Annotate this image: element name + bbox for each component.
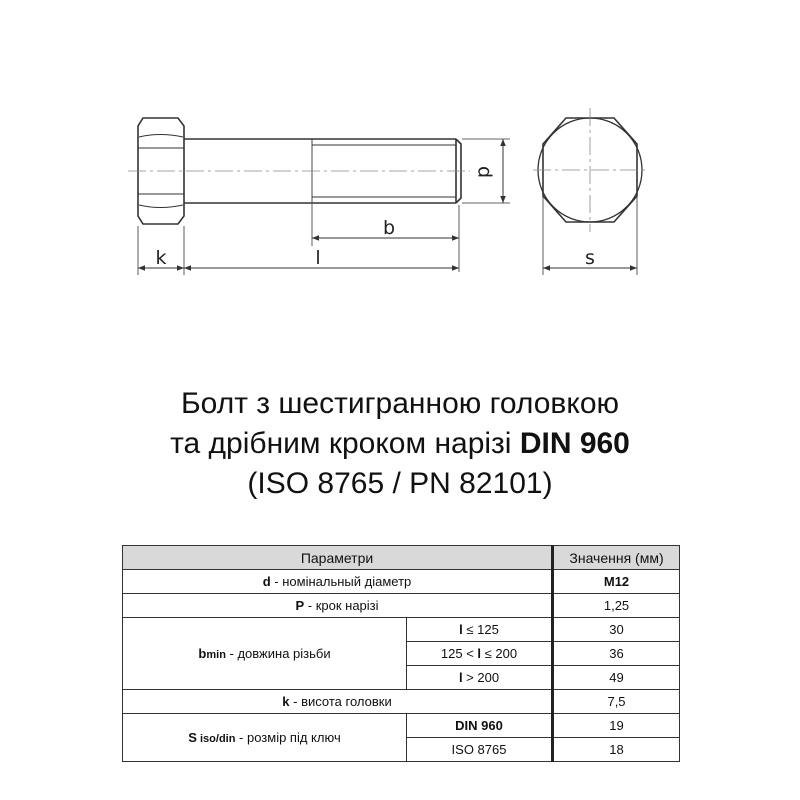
- param-p-label: - крок нарізі: [304, 598, 379, 613]
- param-b-subscript: min: [206, 649, 226, 661]
- spec-table: [122, 545, 680, 762]
- param-p-value: 1,25: [553, 594, 680, 618]
- param-s-std-1: DIN 960: [407, 714, 553, 738]
- dim-label-l: l: [315, 247, 321, 269]
- param-s-symbol: S: [188, 730, 197, 745]
- product-title: [0, 384, 800, 504]
- param-d-symbol: d: [262, 574, 271, 589]
- bolt-technical-drawing: [0, 0, 800, 340]
- param-k-symbol: k: [282, 694, 290, 709]
- param-s-cell: [123, 714, 407, 762]
- param-d-cell: [123, 570, 553, 594]
- title-line-1: Болт з шестигранною головкою: [180, 387, 620, 420]
- param-b-cond-1: [407, 618, 553, 642]
- cond-2-rest: ≤ 200: [481, 646, 518, 661]
- table-row: [123, 714, 680, 738]
- param-b-symbol: b: [198, 646, 207, 661]
- param-k-label: - висота головки: [289, 694, 392, 709]
- param-k-value: 7,5: [553, 690, 680, 714]
- param-d-label: - номінальный діаметр: [270, 574, 412, 589]
- title-standard: DIN 960: [519, 427, 630, 460]
- param-p-symbol: P: [295, 598, 305, 613]
- title-line-3: (ISO 8765 / PN 82101): [247, 467, 553, 500]
- param-b-value-1: 30: [553, 618, 680, 642]
- dim-label-d: d: [473, 165, 496, 179]
- header-parameters: Параметри: [123, 546, 553, 570]
- cond-1-symbol: l: [459, 622, 463, 637]
- param-b-cond-2: [407, 642, 553, 666]
- param-b-cond-3: [407, 666, 553, 690]
- param-d-value: M12: [553, 570, 680, 594]
- header-value: Значення (мм): [553, 546, 680, 570]
- dimension-lines: [138, 139, 637, 275]
- cond-3-rest: > 200: [462, 670, 500, 685]
- table-row: [123, 570, 680, 594]
- param-s-std-2: ISO 8765: [407, 738, 553, 762]
- table-header-row: [123, 546, 680, 570]
- param-b-value-2: 36: [553, 642, 680, 666]
- param-s-label: - розмір під ключ: [235, 730, 341, 745]
- table-row: [123, 690, 680, 714]
- table-row: [123, 618, 680, 642]
- param-s-value-2: 18: [553, 738, 680, 762]
- table-row: [123, 594, 680, 618]
- param-b-value-3: 49: [553, 666, 680, 690]
- cond-2-prefix: 125 <: [440, 646, 478, 661]
- param-s-value-1: 19: [553, 714, 680, 738]
- param-s-subscript: iso/din: [196, 733, 236, 745]
- dim-label-s: s: [585, 247, 595, 269]
- cond-1-rest: ≤ 125: [462, 622, 499, 637]
- cond-3-symbol: l: [458, 670, 463, 685]
- param-b-cell: [123, 618, 407, 690]
- param-b-label: - довжина різьби: [225, 646, 331, 661]
- title-line-2-prefix: та дрібним кроком нарізі: [170, 427, 520, 460]
- bolt-end-view: [533, 108, 647, 232]
- dim-label-k: k: [155, 247, 167, 269]
- cond-2-symbol: l: [477, 646, 482, 661]
- param-k-cell: [123, 690, 553, 714]
- title-line-2: [0, 424, 800, 464]
- dim-label-b: b: [382, 217, 396, 239]
- param-p-cell: [123, 594, 553, 618]
